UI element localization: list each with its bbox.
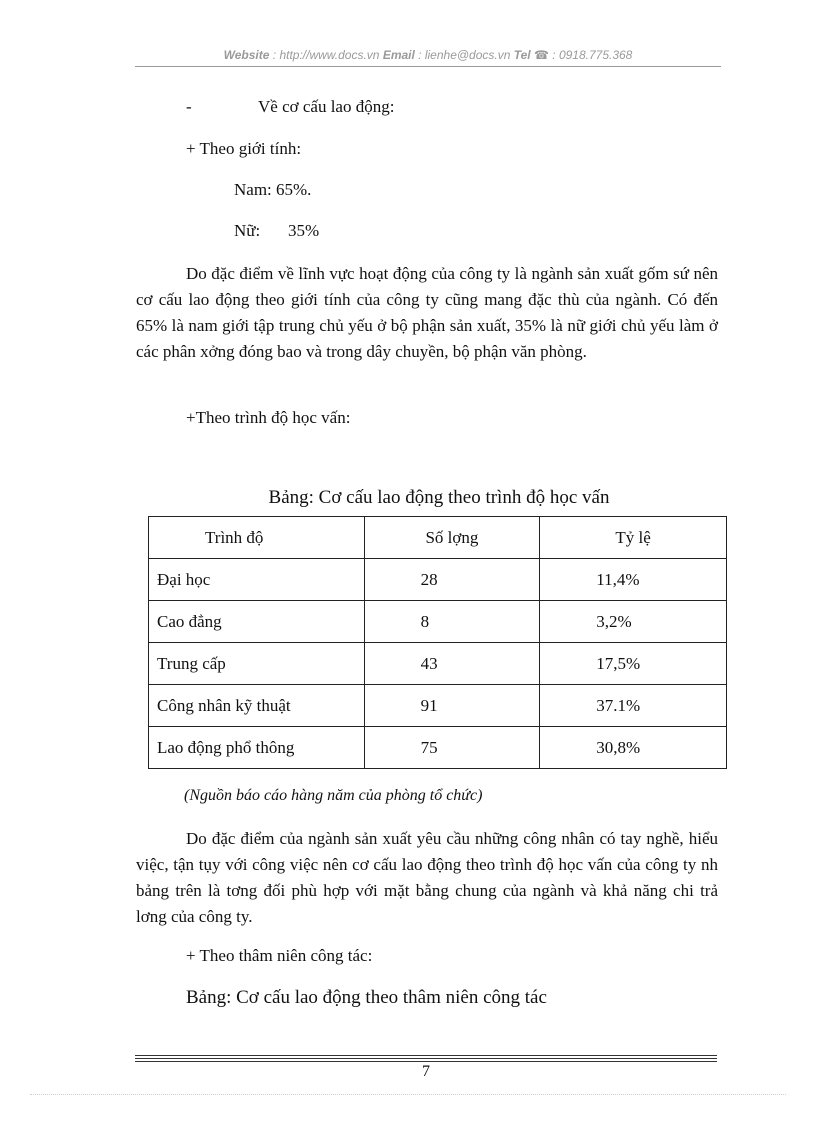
footer-divider <box>135 1055 717 1056</box>
header-divider <box>135 66 721 67</box>
column-header-count: Số lợng <box>364 517 540 559</box>
cell-ratio: 17,5% <box>540 643 727 685</box>
cell-level: Lao động phổ thông <box>149 727 365 769</box>
website-value: : http://www.docs.vn <box>269 48 383 62</box>
cell-ratio: 30,8% <box>540 727 727 769</box>
bullet-dash: - <box>186 97 192 116</box>
section-heading-labor: Về cơ cấu lao động: <box>258 97 395 116</box>
paragraph-gender <box>136 261 718 365</box>
table-row <box>149 643 727 685</box>
tel-label: Tel ☎ <box>513 48 549 62</box>
footer-divider <box>135 1058 717 1059</box>
table-row <box>149 727 727 769</box>
gender-heading: + Theo giới tính: <box>186 139 302 158</box>
cell-ratio: 3,2% <box>540 601 727 643</box>
page-header <box>135 48 721 62</box>
cell-level: Đại học <box>149 559 365 601</box>
table-row <box>149 559 727 601</box>
table-row <box>149 685 727 727</box>
cell-count: 28 <box>364 559 540 601</box>
female-percentage: 35% <box>288 221 320 240</box>
footer-divider <box>135 1061 717 1062</box>
cell-count: 8 <box>364 601 540 643</box>
seniority-heading: + Theo thâm niên công tác: <box>186 946 373 965</box>
email-value: : lienhe@docs.vn <box>414 48 514 62</box>
cell-level: Cao đẳng <box>149 601 365 643</box>
cell-count: 75 <box>364 727 540 769</box>
paragraph-gender-text: Do đặc điểm về lĩnh vực hoạt động của công ty là ngành sản xuất gốm sứ nên cơ cấu lao động theo giới tính của công ty cũng mang đặc thù của ngành. Có đến 65% là nam giới tập trung chủ yếu ở bộ phận sản xuất, 35% là nữ giới chủ yếu làm ở các phân xởng đóng bao và trong dây chuyền, bộ phận văn phòng. <box>136 264 718 361</box>
table-header-row <box>149 517 727 559</box>
paragraph-education <box>136 826 718 930</box>
seniority-table-title: Bảng: Cơ cấu lao động theo thâm niên công tác <box>186 987 547 1008</box>
cell-ratio: 37.1% <box>540 685 727 727</box>
website-label: Website <box>223 48 270 62</box>
email-label: Email <box>382 48 415 62</box>
column-header-ratio: Tỷ lệ <box>540 517 727 559</box>
cell-count: 91 <box>364 685 540 727</box>
education-table-title: Bảng: Cơ cấu lao động theo trình độ học vấn <box>268 487 610 508</box>
page-bottom-divider <box>30 1094 786 1095</box>
cell-ratio: 11,4% <box>540 559 727 601</box>
female-label: Nữ: <box>234 221 261 240</box>
education-heading: +Theo trình độ học vấn: <box>186 408 351 427</box>
table-row <box>149 601 727 643</box>
cell-count: 43 <box>364 643 540 685</box>
paragraph-education-text: Do đặc điểm của ngành sản xuất yêu cầu những công nhân có tay nghề, hiểu việc, tận tụy với công việc nên cơ cấu lao động theo trình độ học vấn của công ty nh bảng trên là tơng đối phù hợp với mặt bằng chung của ngành và khả năng chi trả lơng của công ty. <box>136 829 718 926</box>
cell-level: Công nhân kỹ thuật <box>149 685 365 727</box>
column-header-level: Trình độ <box>149 517 365 559</box>
male-percentage: Nam: 65%. <box>234 180 312 199</box>
tel-value: : 0918.775.368 <box>548 48 633 62</box>
page-number: 7 <box>422 1063 430 1080</box>
table-source-note: (Nguồn báo cáo hàng năm của phòng tổ chức) <box>184 787 483 804</box>
cell-level: Trung cấp <box>149 643 365 685</box>
education-table <box>148 516 727 769</box>
